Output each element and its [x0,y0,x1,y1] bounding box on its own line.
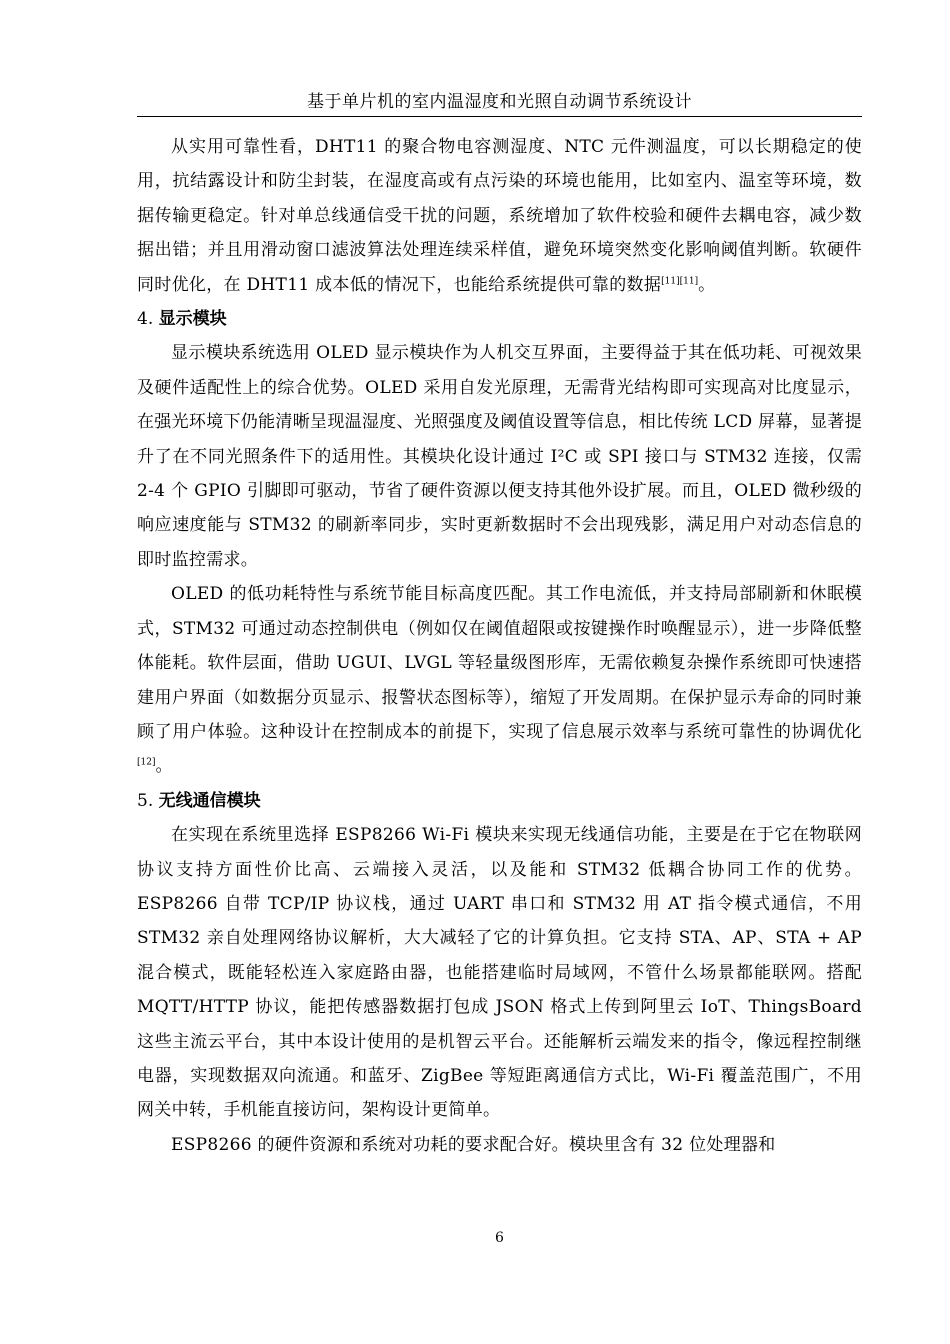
paragraph-reliability [137,130,862,302]
citation-11: [11][11] [661,275,699,286]
paragraph-oled-power-tail: 。 [155,756,173,777]
running-header: 基于单片机的室内温湿度和光照自动调节系统设计 [307,92,692,112]
citation-12: [12] [137,757,156,768]
section-label-wireless: 无线通信模块 [158,790,261,811]
paragraph-reliability-text: 从实用可靠性看，DHT11 的聚合物电容测湿度、NTC 元件测温度，可以长期稳定的使用，抗结露设计和防尘封装，在湿度高或有点污染的环境也能用，比如室内、温室等环境，数据传输更稳定。针对单总线通信受干扰的问题，系统增加了软件校验和硬件去耦电容，减少数据出错；并且用滑动窗口滤波算法处理连续采样值，避免环境突然变化影响阈值判断。软硬件同时优化，在 DHT11 成本低的情况下，也能给系统提供可靠的数据 [137,137,862,295]
section-number-wireless: 5. [137,790,159,811]
section-heading-wireless [137,784,862,818]
paragraph-esp8266-hardware: ESP8266 的硬件资源和系统对功耗的要求配合好。模块里含有 32 位处理器和 [171,1134,776,1155]
paragraph-oled-overview: 显示模块系统选用 OLED 显示模块作为人机交互界面，主要得益于其在低功耗、可视效果及硬件适配性上的综合优势。OLED 采用自发光原理，无需背光结构即可实现高对比度显示，在强光环境下仍能清晰呈现温湿度、光照强度及阈值设置等信息，相比传统 LCD 屏幕，显著提升了在不同光照条件下的适用性。其模块化设计通过 I²C 或 SPI 接口与 STM32 连接，仅需 2-4 个 GPIO 引脚即可驱动，节省了硬件资源以便支持其他外设扩展。而且，OLED 微秒级的响应速度能与 STM32 的刷新率同步，实时更新数据时不会出现残影，满足用户对动态信息的即时监控需求。 [137,343,862,570]
body-text [137,130,862,1162]
paragraph-oled-power-text: OLED 的低功耗特性与系统节能目标高度匹配。其工作电流低，并支持局部刷新和休眠模式，STM32 可通过动态控制供电（例如仅在阈值超限或按键操作时唤醒显示），进一步降低整体能耗。软件层面，借助 UGUI、LVGL 等轻量级图形库，无需依赖复杂操作系统即可快速搭建用户界面（如数据分页显示、报警状态图标等），缩短了开发周期。在保护显示寿命的同时兼顾了用户体验。这种设计在控制成本的前提下，实现了信息展示效率与系统可靠性的协调优化 [137,584,862,742]
paragraph-reliability-tail: 。 [698,274,716,295]
paragraph-esp8266-overview: 在实现在系统里选择 ESP8266 Wi-Fi 模块来实现无线通信功能，主要是在于它在物联网协议支持方面性价比高、云端接入灵活，以及能和 STM32 低耦合协同工作的优势。ESP8266 自带 TCP/IP 协议栈，通过 UART 串口和 STM32 用 AT 指令模式通信，不用 STM32 亲自处理网络协议解析，大大减轻了它的计算负担。它支持 STA、AP、STA + AP 混合模式，既能轻松连入家庭路由器，也能搭建临时局域网，不管什么场景都能联网。搭配 MQTT/HTTP 协议，能把传感器数据打包成 JSON 格式上传到阿里云 IoT、ThingsBoard 这些主流云平台，其中本设计使用的是机智云平台。还能解析云端发来的指令，像远程控制继电器，实现数据双向流通。和蓝牙、ZigBee 等短距离通信方式比，Wi-Fi 覆盖范围广，不用网关中转，手机能直接访问，架构设计更简单。 [137,825,862,1121]
section-heading-display [137,302,862,336]
page-number: 6 [495,1230,504,1246]
section-label-display: 显示模块 [158,309,227,330]
section-number-display: 4. [137,309,159,330]
paragraph-oled-power [137,577,862,783]
header-rule [137,116,862,117]
